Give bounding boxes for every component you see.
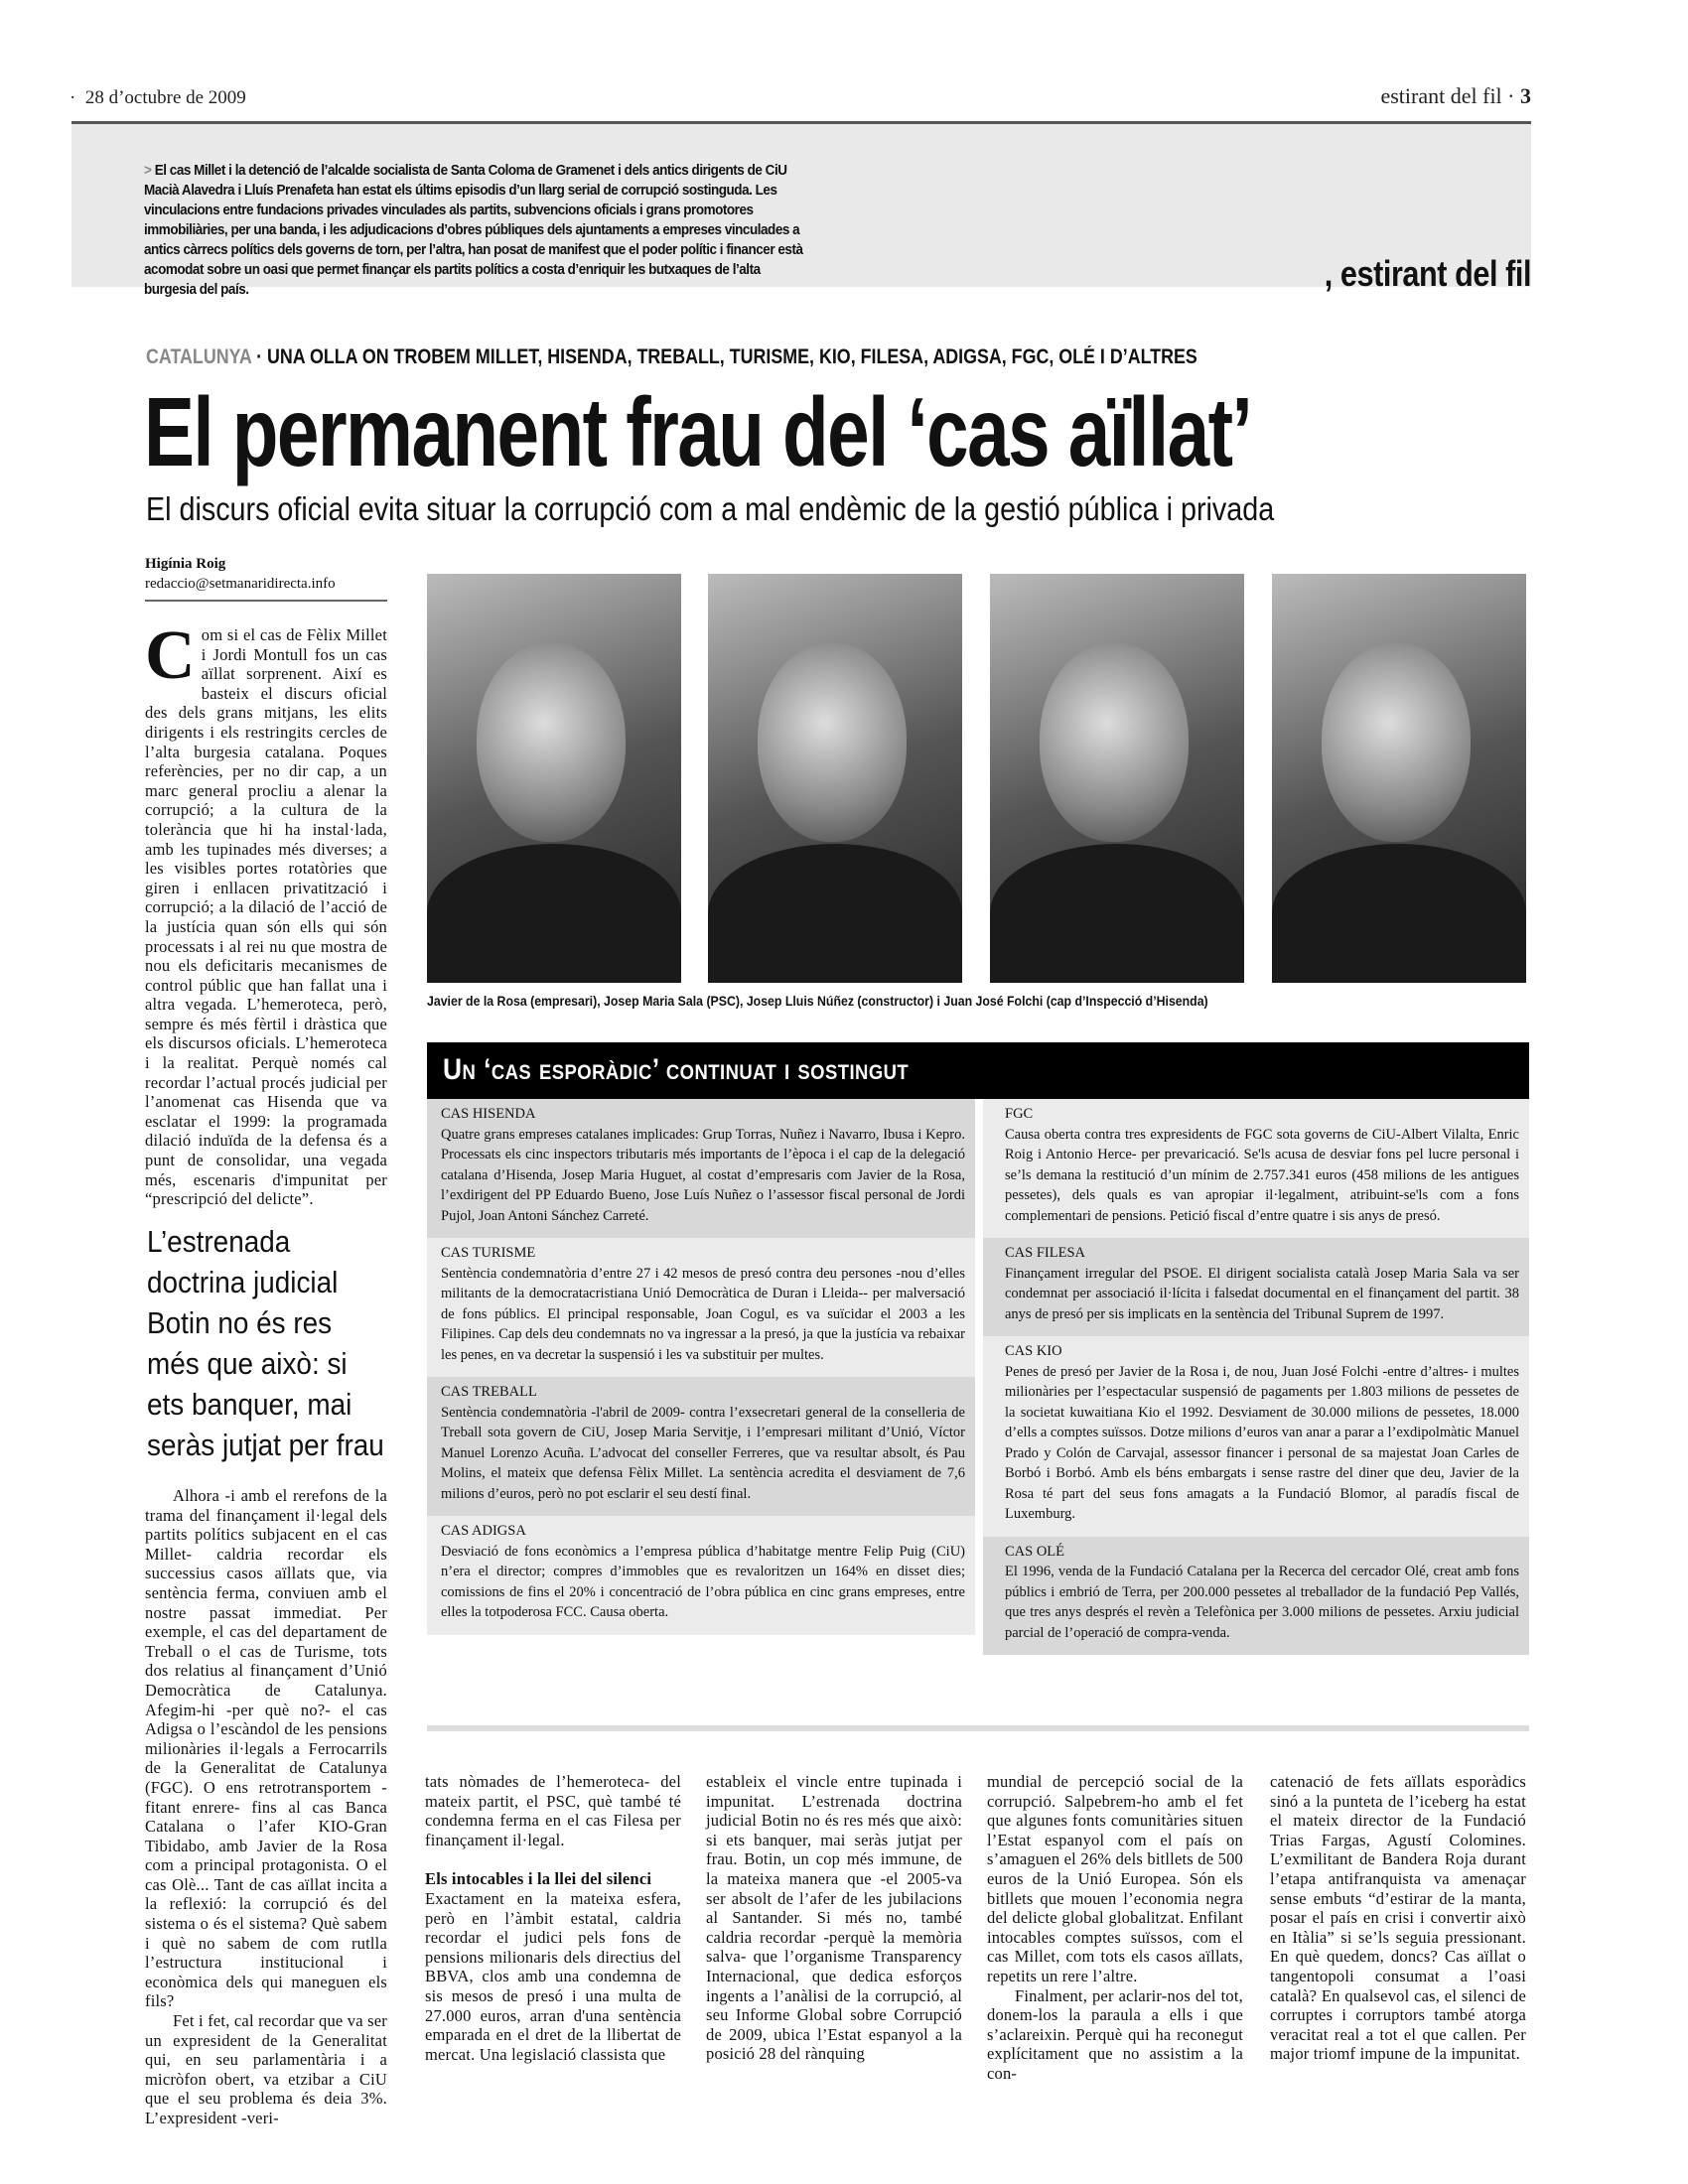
case-text: Sentència condemnatòria d’entre 27 i 42 mesos de presó contra deu persones -nou d’elles militants de la democratacristiana Unió Democràtica de Duran i Lleida-- per malversació de fons públics. El principal responsable, Joan Cogul, es va suïcidar el 2003 a les Filipines. Cap dels deu condemnats no va ingressar a la presó, ja que la justícia va rebaixar les penes, en va decretar la suspensió i les va substituir per multes. xyxy=(441,1265,965,1363)
article-column-4 xyxy=(987,1772,1243,2084)
date-text: 28 d’octubre de 2009 xyxy=(84,87,246,108)
author-email[interactable]: redaccio@setmanaridirecta.info xyxy=(145,576,336,592)
paragraph: Exactament en la mateixa esfera, però en l’àmbit estatal, caldria recordar el judici pels fons de pensions milionaris dels directius del BBVA, clos amb una condemna de sis mesos de presó i una multa de 27.000 euros, arran d'una sentència emparada en el dret de la llibertat de mercat. Una legislació classista que xyxy=(425,1888,681,2064)
lead-text: El cas Millet i la detenció de l’alcalde socialista de Santa Coloma de Gramenet i dels antics dirigents de CiU Macià Alavedra i Lluís Prenafeta han estat els últims episodis d’un llarg serial de corrupció sostinguda. Les vinculacions entre fundacions privades vinculades als partits, subvencions oficials i grans promotores immobiliàries, per una banda, i les adjudicacions d’obres públiques dels ajuntaments a empreses vinculades a antics càrrecs polítics dels governs de torn, per l’altra, han posat de manifest que el poder polític i financer està acomodat sobre un oasi que permet finançar els partits polítics a costa d’enriquir les butxaques de l’alta burgesia del país. xyxy=(144,163,803,298)
article-column-1 xyxy=(145,617,387,1209)
photo-juan-jose-folchi xyxy=(1272,574,1526,983)
page-number: 3 xyxy=(1520,83,1531,108)
case-kio xyxy=(983,1336,1529,1537)
case-text: El 1996, venda de la Fundació Catalana per la Recerca del cercador Olé, creat amb fons públics i embrió de Terra, per 200.000 pessetes al treballador de la fundació Pep Vallés, que tres anys després el revèn a Telefònica per 3.000 milions de pessetes. Arxiu judicial parcial de l’operació de compra-venda. xyxy=(1005,1564,1519,1641)
case-turisme xyxy=(427,1238,975,1377)
lead-marker: > xyxy=(144,163,152,179)
article-column-1-cont xyxy=(145,1486,387,2128)
paragraph: om si el cas de Fèlix Millet i Jordi Montull fos un cas aïllat sorprenent. Així es basteix el discurs oficial des dels grans mitjans, les elits dirigents i els restringits cercles de l’alta burgesia catalana. Poques referències, per no dir cap, a un marc general procliu a alenar la corrupció; a la cultura de la tolerància que hi ha instal·lada, amb les tupinades més diverses; a les visibles portes rotatòries que giren i enllacen privatització i corrupció; a la dilació de l’acció de la justícia quan són ells qui són processats i al rei nu que mostra de nou els deficitaris mecanismes de control públic que han fallat una i altra vegada. L’hemeroteca, però, sempre és més fèrtil i dràstica que els discursos oficials. L’hemeroteca i la realitat. Perquè només cal recordar l’actual procés judicial per l’anomenat cas Hisenda que va esclatar el 1999: la programada dilació induïda de la defensa és a punt de consolidar, una vegada més, escenaris d'impunitat per “prescripció del delicte”. xyxy=(145,625,387,1209)
paragraph: mundial de percepció social de la corrupció. Salpebrem-ho amb el fet que algunes fonts comunitàries situen l’Estat espanyol com el país on s’amaguen el 26% dels bitllets de 500 euros de la Unió Europea. Són els bitllets que mouen l’economia negra del delicte global globalitzat. Enfilant intocables comptes suïssos, com el cas Millet, com tots els casos aïllats, repetits un rere l’altre. xyxy=(987,1772,1243,1985)
photo-josep-maria-sala xyxy=(708,574,962,983)
headline: El permanent frau del ‘cas aïllat’ xyxy=(144,377,1252,486)
author-name: Higínia Roig xyxy=(145,556,226,572)
kicker-text: · UNA OLLA ON TROBEM MILLET, HISENDA, TREBALL, TURISME, KIO, FILESA, ADIGSA, FGC, OLÉ I D’ALTRES xyxy=(251,345,1197,368)
section-tag: , estirant del fil xyxy=(1324,253,1531,294)
paragraph: estableix el vincle entre tupinada i impunitat. L’estrenada doctrina judicial Botin no és res més que això: si ets banquer, mai seràs jutjat per frau. Botin, un cop més immune, de la mateixa manera que -el 2005-va ser absolt de l’afer de les jubilacions al Santander. Si més no, també caldria recordar -perquè la memòria salva- que l’organisme Transparency Internacional, que dedica esforços ingents a l’anàlisi de la corrupció, al seu Informe Global sobre Corrupció de 2009, ubica l’Estat espanyol a la posició 28 del rànquing xyxy=(706,1772,962,2064)
subheading: Els intocables i la llei del silenci xyxy=(425,1869,652,1889)
bullet: · xyxy=(70,87,76,108)
bullet: · xyxy=(1507,83,1515,108)
page-header xyxy=(1380,83,1531,109)
case-text: Quatre grans empreses catalanes implicades: Grup Torras, Nuñez i Navarro, Ibusa i Kepro. Processats els cinc inspectors tributaris més importants de l’època i el cap de la delegació catalana d’Hisenda, Josep Maria Huguet, al costat d’empresaris com Javier de la Rosa, l’exdirigent del PP Eduardo Bueno, Jose Luís Nuñez o l’assessor fiscal personal de Jordi Pujol, Joan Antoni Sánchez Carreté. xyxy=(441,1126,965,1224)
kicker xyxy=(146,345,1197,369)
case-title: CAS TREBALL xyxy=(441,1384,537,1400)
case-ole xyxy=(983,1537,1529,1656)
photo-josep-lluis-nunez xyxy=(990,574,1244,983)
lead-paragraph xyxy=(144,161,809,300)
paragraph: Finalment, per aclarir-nos del tot, donem-los la paraula a ells i que s’aclareixin. Perquè qui ha reconegut explícitament que no assistim a la con- xyxy=(987,1985,1243,2083)
case-fgc xyxy=(983,1099,1529,1238)
case-text: Penes de presó per Javier de la Rosa i, de nou, Juan José Folchi -entre d’altres- i multes milionàries per l’espectacular suspensió de pagaments per 1.803 milions de pessetes de la societat kuwaitiana Kio el 1992. Desviament de 30.000 milions de pessetes, 18.000 d’ells a comptes suïssos. Dotze milions d’euros van anar a parar a l’exdipolmàtic Manuel Prado y Colón de Carvajal, assessor financer i personal de sa majestat Joan Carles de Borbó i Borbó. Amb els béns embargats i sense rastre del diner que deu, Javier de la Rosa té part del seus fons amagats a la Fundació Blomor, al paradís fiscal de Luxemburg. xyxy=(1005,1363,1519,1522)
case-title: CAS HISENDA xyxy=(441,1106,536,1122)
pull-quote: L’estrenada doctrina judicial Botin no és res més que això: si ets banquer, mai seràs jutjat per frau xyxy=(147,1224,384,1462)
case-title: CAS TURISME xyxy=(441,1245,536,1261)
byline xyxy=(145,554,387,602)
case-text: Desviació de fons econòmics a l’empresa pública d’habitatge mentre Felip Puig (CiU) n’era el director; compres d’immobles que es revaloritzen un 164% en disset dies; comissions de fins el 20% i concentració de l’obra pública en cinc grans empreses, entre elles la totpoderosa FCC. Causa oberta. xyxy=(441,1543,965,1620)
box-title-text: Un ‘cas esporàdic’ continuat i sostingut xyxy=(443,1053,910,1086)
cases-left-column xyxy=(427,1099,975,1635)
paragraph: tats nòmades de l’hemeroteca- del mateix partit, el PSC, què també té condemna ferma en el cas Filesa per finançament il·legal. xyxy=(425,1772,681,1849)
paragraph: Fet i fet, cal recordar que va ser un expresident de la Generalitat qui, en seu parlamentària i a micròfon obert, va etzibar a CiU que el seu problema és deia 3%. L’expresident -veri- xyxy=(145,2011,387,2127)
case-title: CAS FILESA xyxy=(1005,1245,1085,1261)
article-column-5 xyxy=(1270,1772,1526,2064)
box-bottom-rule xyxy=(427,1725,1529,1731)
case-title: CAS OLÉ xyxy=(1005,1543,1065,1560)
article-column-2 xyxy=(425,1772,681,2064)
case-title: CAS KIO xyxy=(1005,1343,1062,1359)
subtitle: El discurs oficial evita situar la corrupció com a mal endèmic de la gestió pública i privada xyxy=(146,490,1275,527)
case-title: CAS ADIGSA xyxy=(441,1523,526,1539)
photo-javier-de-la-rosa xyxy=(427,574,681,983)
case-treball xyxy=(427,1377,975,1516)
section-name: estirant del fil xyxy=(1380,83,1502,108)
case-title: FGC xyxy=(1005,1106,1034,1122)
case-filesa xyxy=(983,1238,1529,1336)
case-adigsa xyxy=(427,1516,975,1635)
case-text: Finançament irregular del PSOE. El dirigent socialista català Josep Maria Sala va ser condemnat per associació il·lícita i falsedat documental en el finançament del partit. 38 anys de presó per sis implicats en la sentència del Tribunal Suprem de 1997. xyxy=(1005,1265,1519,1322)
case-text: Sentència condemnatòria -l'abril de 2009- contra l’exsecretari general de la conselleria de Treball sota govern de CiU, Josep Maria Servitje, i l’empresari militant d’Unió, Víctor Manuel Lorenzo Acuña. L’advocat del conseller Ferreres, que va resultar absolt, és Pau Molins, el mateix que defensa Fèlix Millet. La sentència acredita el desviament de 7,6 milions d’euros, però no pot esclarir el seu destí final. xyxy=(441,1404,965,1502)
issue-date xyxy=(70,87,246,109)
sidebar-box-title xyxy=(427,1042,1529,1099)
paragraph: Alhora -i amb el rerefons de la trama del finançament il·legal dels partits polítics subjacent en el cas Millet- caldria recordar els successius casos aïllats que, via sentència ferma, conviuen amb el nostre passat immediat. Per exemple, el cas del departament de Treball o el cas de Turisme, tots dos relatius al finançament d’Unió Democràtica de Catalunya. Afegim-hi -per què no?- el cas Adigsa o l’escàndol de les pensions milionàries il·legals a Ferrocarrils de la Generalitat de Catalunya (FGC). O ens retrotransportem -fitant enrere- fins al cas Banca Catalana o l’afer KIO-Gran Tibidabo, amb Javier de la Rosa com a principal protagonista. O el cas Olè... Tant de cas aïllat incita a la reflexió: la corrupció és del sistema o és el sistema? Què sabem i què no sabem de com rutlla l’estructura institucional i econòmica dels qui maneguen els fils? xyxy=(145,1486,387,2011)
drop-cap: C xyxy=(145,617,196,694)
cases-right-column xyxy=(983,1099,1529,1655)
case-hisenda xyxy=(427,1099,975,1238)
kicker-section: CATALUNYA xyxy=(146,345,252,368)
case-text: Causa oberta contra tres expresidents de FGC sota governs de CiU-Albert Vilalta, Enric Roig i Antonio Herce- per prevaricació. Se'ls acusa de desviar fons pel lucre personal i se’ls demana la restitució d’un mínim de 2.757.341 euros (458 milions de les antigues pessetes), dels quals es van apropiar il·legalment, atribuint-se'ls com a fons complementari de pensions. Petició fiscal d’entre quatre i sis anys de presó. xyxy=(1005,1126,1519,1224)
paragraph: catenació de fets aïllats esporàdics sinó a la punteta de l’iceberg ha estat el mateix director de la Fundació Trias Fargas, Agustí Colomines. L’exmilitant de Bandera Roja durant l’etapa antifranquista va amenaçar sense embuts “d’estirar de la manta, posar el país en crisi i convertir això en Itàlia” si se’ls seguia pressionant. En què quedem, doncs? Cas aïllat o tangentopoli consumat a l’oasi català? En qualsevol cas, el silenci de corruptes i corruptors també atorga veracitat real a tot el que callen. Per major triomf impune de la impunitat. xyxy=(1270,1772,1526,2064)
article-column-3 xyxy=(706,1772,962,2064)
photo-caption: Javier de la Rosa (empresari), Josep Maria Sala (PSC), Josep Lluis Núñez (constructor) i Juan José Folchi (cap d’Inspecció d’Hisenda) xyxy=(427,993,1208,1009)
